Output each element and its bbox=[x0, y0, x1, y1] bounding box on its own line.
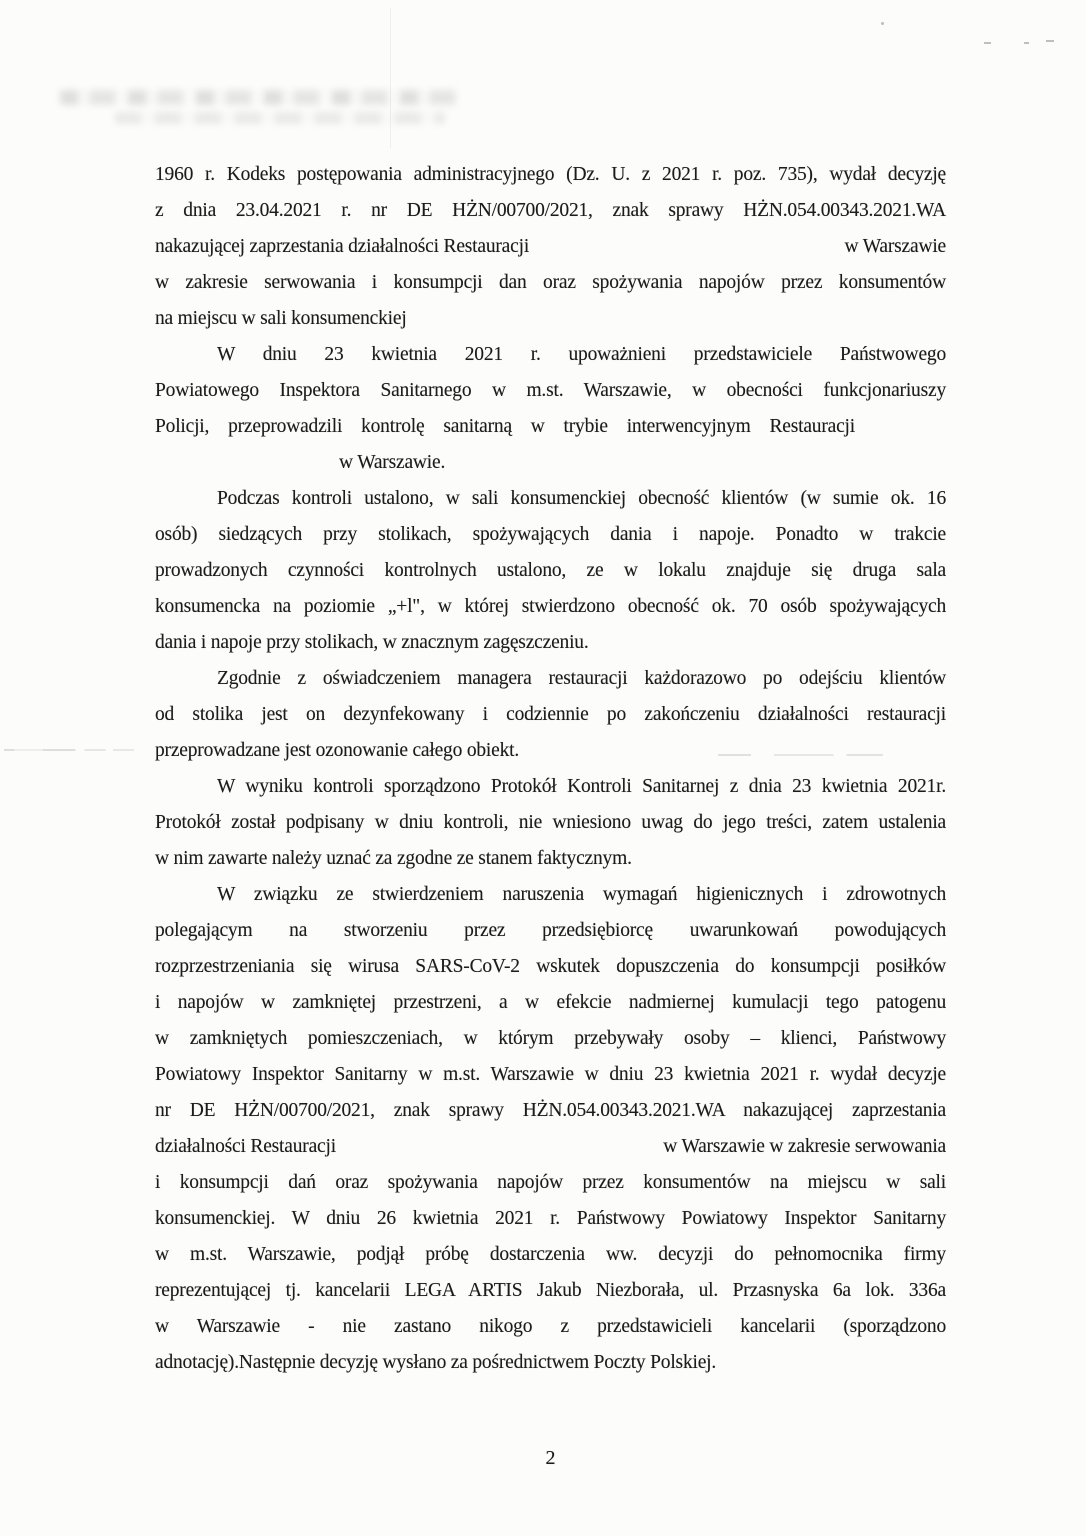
text-line bbox=[155, 229, 946, 265]
scan-artifact-vertical-line bbox=[390, 8, 391, 148]
text-line: w nim zawarte należy uznać za zgodne ze stanem faktycznym. bbox=[155, 848, 632, 869]
text-segment-left: nakazującej zaprzestania działalności Restauracji bbox=[155, 236, 530, 257]
text-line: w zakresie serwowania i konsumpcji dan oraz spożywania napojów przez konsumentów bbox=[155, 272, 946, 293]
text-line: w Warszawie. bbox=[339, 452, 446, 473]
scan-artifact-speck bbox=[984, 42, 991, 44]
text-line: prowadzonych czynności kontrolnych ustalono, ze w lokalu znajduje się druga sala bbox=[155, 560, 946, 581]
text-line: adnotację).Następnie decyzję wysłano za pośrednictwem Poczty Polskiej. bbox=[155, 1352, 717, 1373]
page-number: 2 bbox=[545, 1447, 556, 1469]
text-line: nr DE HŻN/00700/2021, znak sprawy HŻN.054.00343.2021.WA nakazującej zaprzestania bbox=[155, 1100, 946, 1121]
scan-artifact-dash-line-left bbox=[4, 749, 134, 751]
text-line: Protokół został podpisany w dniu kontroli, nie wniesiono uwag do jego treści, zatem ustalenia bbox=[155, 812, 946, 833]
text-line: Policji, przeprowadzili kontrolę sanitarną w trybie interwencyjnym Restauracji bbox=[155, 416, 855, 437]
scan-artifact-speck bbox=[1046, 40, 1054, 42]
text-line: Powiatowego Inspektora Sanitarnego w m.st. Warszawie, w obecności funkcjonariuszy bbox=[155, 380, 946, 401]
text-line: konsumencka na poziomie „+l", w której stwierdzono obecność ok. 70 osób spożywających bbox=[155, 596, 946, 617]
text-line: i napojów w zamkniętej przestrzeni, a w efekcie nadmiernej kumulacji tego patogenu bbox=[155, 992, 946, 1013]
smudge-bar bbox=[115, 112, 445, 124]
text-line: polegającym na stworzeniu przez przedsiębiorcę uwarunkowań powodujących bbox=[155, 920, 946, 941]
text-line: w zamkniętych pomieszczeniach, w którym przebywały osoby – klienci, Państwowy bbox=[155, 1028, 946, 1049]
text-line: W wyniku kontroli sporządzono Protokół Kontroli Sanitarnej z dnia 23 kwietnia 2021r. bbox=[217, 776, 946, 797]
text-line: osób) siedzących przy stolikach, spożywających dania i napoje. Ponadto w trakcie bbox=[155, 524, 946, 545]
scan-artifact-speck bbox=[1024, 42, 1029, 44]
scan-artifact-ghost-text-smudge bbox=[55, 80, 525, 136]
text-line: W związku ze stwierdzeniem naruszenia wymagań higienicznych i zdrowotnych bbox=[217, 884, 946, 905]
text-segment-right: w Warszawie bbox=[844, 236, 946, 257]
text-line: konsumenckiej. W dniu 26 kwietnia 2021 r. Państwowy Powiatowy Inspektor Sanitarny bbox=[155, 1208, 946, 1229]
text-line: w m.st. Warszawie, podjął próbę dostarczenia ww. decyzji do pełnomocnika firmy bbox=[155, 1244, 946, 1265]
scan-artifact-speck bbox=[881, 22, 884, 25]
smudge-bar bbox=[60, 90, 460, 105]
text-segment-left: działalności Restauracji bbox=[155, 1136, 336, 1157]
text-line: Zgodnie z oświadczeniem managera restauracji każdorazowo po odejściu klientów bbox=[217, 668, 946, 689]
text-line: reprezentującej tj. kancelarii LEGA ARTIS Jakub Niezborała, ul. Przasnyska 6a lok. 336a bbox=[155, 1280, 946, 1301]
document-body bbox=[155, 157, 946, 1381]
text-line: Powiatowy Inspektor Sanitarny w m.st. Warszawie w dniu 23 kwietnia 2021 r. wydał decyzje bbox=[155, 1064, 946, 1085]
text-line: z dnia 23.04.2021 r. nr DE HŻN/00700/2021, znak sprawy HŻN.054.00343.2021.WA bbox=[155, 200, 946, 221]
text-line: dania i napoje przy stolikach, w znacznym zagęszczeniu. bbox=[155, 632, 589, 653]
text-line: od stolika jest on dezynfekowany i codziennie po zakończeniu działalności restauracji bbox=[155, 704, 946, 725]
text-line: rozprzestrzeniania się wirusa SARS-CoV-2 wskutek dopuszczenia do konsumpcji posiłków bbox=[155, 956, 946, 977]
text-line: i konsumpcji dań oraz spożywania napojów przez konsumentów na miejscu w sali bbox=[155, 1172, 946, 1193]
text-line: W dniu 23 kwietnia 2021 r. upoważnieni przedstawiciele Państwowego bbox=[217, 344, 946, 365]
text-line: Podczas kontroli ustalono, w sali konsumenckiej obecność klientów (w sumie ok. 16 bbox=[217, 488, 946, 509]
text-line bbox=[155, 1129, 946, 1165]
text-line: na miejscu w sali konsumenckiej bbox=[155, 308, 407, 329]
text-line: przeprowadzane jest ozonowanie całego obiekt. bbox=[155, 740, 520, 761]
text-line: 1960 r. Kodeks postępowania administracyjnego (Dz. U. z 2021 r. poz. 735), wydał decyzję bbox=[155, 164, 946, 185]
text-segment-right: w Warszawie w zakresie serwowania bbox=[663, 1136, 946, 1157]
text-line: w Warszawie - nie zastano nikogo z przedstawicieli kancelarii (sporządzono bbox=[155, 1316, 946, 1337]
